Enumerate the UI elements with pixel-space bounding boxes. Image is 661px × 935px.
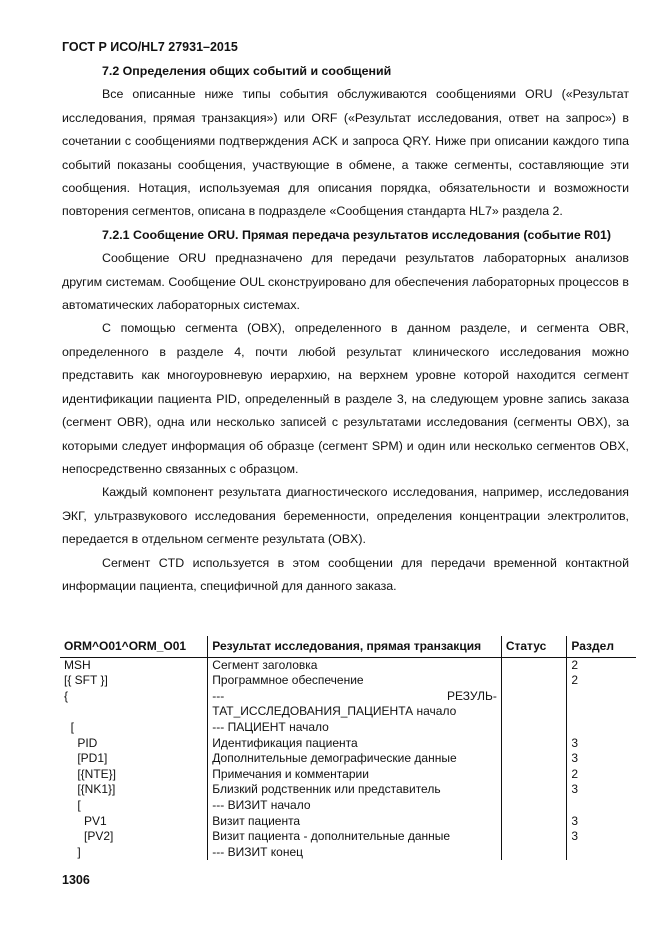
- body-text: [62, 60, 629, 598]
- table-row: [60, 751, 636, 767]
- table-row: [60, 782, 636, 798]
- description-cell: Визит пациента - дополнительные данные: [208, 829, 502, 845]
- table-row: [60, 673, 636, 689]
- description-cell: Визит пациента: [208, 814, 502, 830]
- status-cell: [501, 736, 567, 752]
- segment-cell: {: [64, 688, 69, 703]
- description-cell: Дополнительные демографические данные: [208, 751, 502, 767]
- status-cell: [501, 798, 567, 814]
- description-hyphenated-start: РЕЗУЛЬ-: [447, 688, 497, 703]
- status-cell: [501, 814, 567, 830]
- segment-cell: [: [64, 797, 81, 812]
- status-cell: [501, 689, 567, 720]
- section-cell: 3: [567, 829, 636, 845]
- table-row: [60, 657, 636, 673]
- segment-cell: [PV2]: [64, 829, 114, 844]
- section-cell: 2: [567, 767, 636, 783]
- segment-table: [60, 636, 636, 860]
- status-cell: [501, 782, 567, 798]
- description-cell: Близкий родственник или представитель: [208, 782, 502, 798]
- table-row: [60, 814, 636, 830]
- column-header-status: Статус: [501, 636, 567, 657]
- table-row: [60, 845, 636, 861]
- column-header-description: Результат исследования, прямая транзакция: [208, 636, 502, 657]
- table-row: [60, 689, 636, 720]
- column-header-section: Раздел: [567, 636, 636, 657]
- table-row: [60, 736, 636, 752]
- section-heading: 7.2 Определения общих событий и сообщений: [102, 64, 392, 78]
- section-cell: 3: [567, 751, 636, 767]
- segment-cell: [PD1]: [64, 751, 108, 766]
- section-cell: [567, 720, 636, 736]
- segment-cell: [{NTE}]: [64, 766, 117, 781]
- column-header-message: ORM^O01^ORM_O01: [60, 636, 208, 657]
- page-number: 1306: [62, 873, 90, 887]
- section-cell: 2: [567, 657, 636, 673]
- status-cell: [501, 720, 567, 736]
- description-cell: Примечания и комментарии: [208, 767, 502, 783]
- section-cell: 3: [567, 736, 636, 752]
- description-cell: Сегмент заголовка: [208, 657, 502, 673]
- section-cell: [567, 689, 636, 720]
- description-cell: --- ВИЗИТ конец: [208, 845, 502, 861]
- description-cell: [208, 689, 502, 720]
- section-cell: [567, 798, 636, 814]
- description-dashes: ---: [212, 688, 225, 703]
- segment-cell: PV1: [64, 813, 107, 828]
- description-first-line: [212, 689, 497, 705]
- document-header: ГОСТ Р ИСО/HL7 27931–2015: [62, 40, 238, 54]
- status-cell: [501, 767, 567, 783]
- section-cell: 3: [567, 814, 636, 830]
- description-cell: Идентификация пациента: [208, 736, 502, 752]
- paragraph: С помощью сегмента (OBX), определенного в данном разделе, и сегмента OBR, определенного в разделе 4, почти любой результат клинического исследования можно представить как многоуровневую иерархию, на верхнем уровне которой находится сегмент идентификации пациента PID, определенный в разделе 3, на следующем уровне запись заказа (сегмент OBR), одна или несколько записей с результатами исследования (сегменты OBX), за которыми следует информация об образце (сегмент SPM) и один или несколько сегментов OBX, непосредственно связанных с образцом.: [62, 321, 629, 476]
- subsection-heading: 7.2.1 Сообщение ORU. Прямая передача результатов исследования (событие R01): [102, 227, 612, 242]
- segment-cell: ]: [64, 844, 81, 859]
- section-intro-paragraph: Все описанные ниже типы события обслуживаются сообщениями ORU («Результат исследования, прямая транзакция») или ORF («Результат исследования, ответ на запрос») в сочетании с сообщениями подтверждения ACK и запроса QRY. Ниже при описании каждого типа событий показаны сообщения, участвующие в обмене, а также сегменты, составляющие эти сообщения. Нотация, используемая для описания порядка, обязательности и возможности повторения сегментов, описана в подразделе «Сообщения стандарта HL7» раздела 2.: [62, 87, 629, 219]
- table-row: [60, 720, 636, 736]
- description-cell: Программное обеспечение: [208, 673, 502, 689]
- section-cell: 3: [567, 782, 636, 798]
- table-row: [60, 798, 636, 814]
- segment-cell: MSH: [64, 657, 91, 672]
- status-cell: [501, 829, 567, 845]
- status-cell: [501, 673, 567, 689]
- section-cell: [567, 845, 636, 861]
- section-cell: 2: [567, 673, 636, 689]
- table-row: [60, 767, 636, 783]
- paragraph: Сегмент CTD используется в этом сообщении для передачи временной контактной информации пациента, специфичной для данного заказа.: [62, 555, 629, 593]
- status-cell: [501, 751, 567, 767]
- segment-cell: PID: [64, 735, 98, 750]
- segment-cell: [{NK1}]: [64, 782, 116, 797]
- status-cell: [501, 845, 567, 861]
- paragraph: Сообщение ORU предназначено для передачи результатов лабораторных анализов другим системам. Сообщение OUL сконструировано для обеспечения лабораторных процессов в автоматических лабораторных системах.: [62, 251, 629, 313]
- table-row: [60, 829, 636, 845]
- table-header-row: [60, 636, 636, 657]
- segment-cell: [{ SFT }]: [64, 673, 108, 688]
- segment-cell: [: [64, 719, 75, 734]
- description-second-line: ТАТ_ИССЛЕДОВАНИЯ_ПАЦИЕНТА начало: [212, 704, 457, 719]
- status-cell: [501, 657, 567, 673]
- paragraph: Каждый компонент результата диагностического исследования, например, исследования ЭКГ, ультразвукового исследования беременности, определения концентрации электролитов, передается в отдельном сегменте результата (OBX).: [62, 485, 629, 547]
- description-cell: --- ПАЦИЕНТ начало: [208, 720, 502, 736]
- description-cell: --- ВИЗИТ начало: [208, 798, 502, 814]
